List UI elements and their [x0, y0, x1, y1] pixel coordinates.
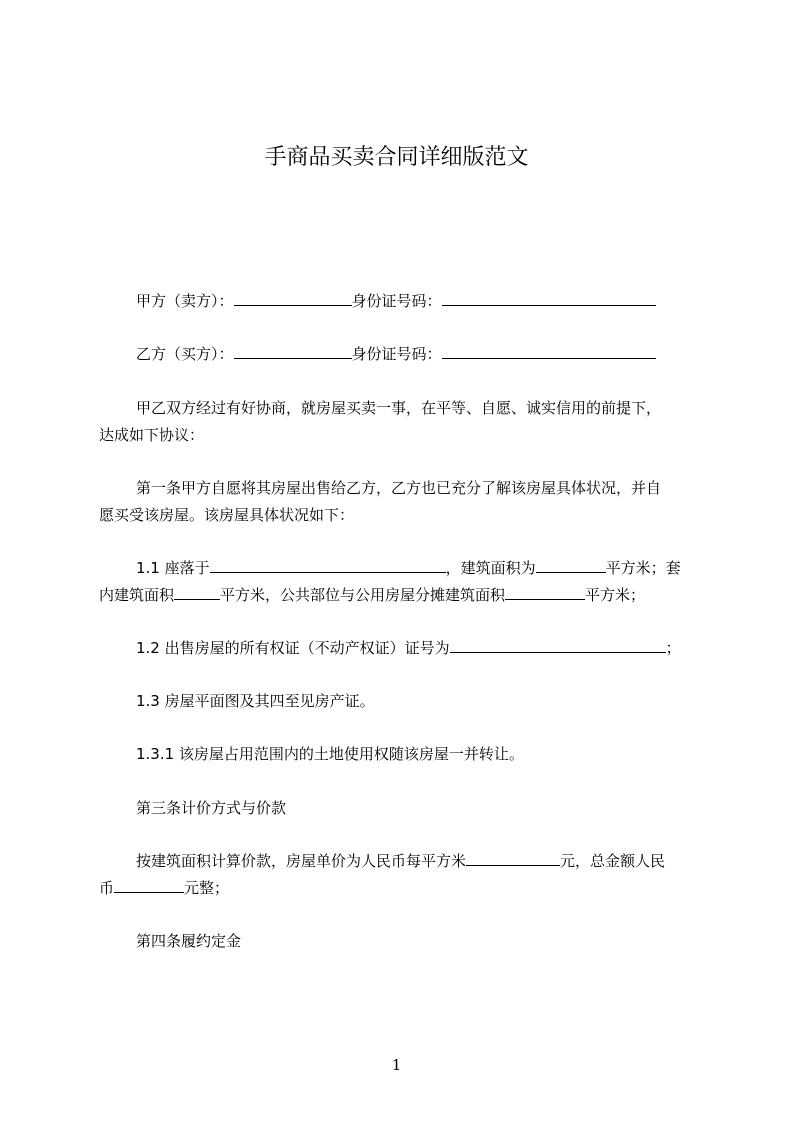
seller-label: 甲方（卖方）： — [136, 292, 234, 310]
item-1-1-line-1 — [99, 555, 754, 581]
floor-area-blank — [536, 559, 606, 573]
item-1-3-line: 1.3 房屋平面图及其四至见房产证。 — [136, 692, 375, 710]
article3-line-2 — [99, 875, 717, 901]
buyer-id-blank — [442, 345, 656, 359]
item-1-2-line — [99, 635, 754, 661]
shared-area-blank — [505, 586, 585, 600]
item-1-1-prefix: 1.1 座落于 — [136, 559, 210, 577]
seller-line — [99, 288, 754, 314]
document-title: 手商品买卖合同详细版范文 — [264, 145, 529, 170]
seller-id-blank — [442, 292, 656, 306]
article4-heading: 第四条履约定金 — [136, 932, 242, 950]
unit-price-blank — [466, 852, 560, 866]
article3-heading: 第三条计价方式与价款 — [136, 799, 287, 817]
item-1-2-prefix: 1.2 出售房屋的所有权证（不动产权证）证号为 — [136, 639, 450, 657]
article3-line1-suffix: 元，总金额人民 — [560, 852, 666, 870]
seller-id-label: 身份证号码： — [351, 292, 442, 310]
article3-line2-suffix: 元整； — [184, 879, 230, 897]
intro-line-2: 达成如下协议： — [99, 426, 205, 444]
inner-area-blank — [174, 586, 220, 600]
article1-line-2: 愿买受该房屋。该房屋具体状况如下： — [99, 506, 355, 524]
item-1-2-suffix: ； — [665, 639, 681, 657]
article3-line2-prefix: 币 — [99, 879, 115, 897]
page-number: 1 — [391, 1056, 402, 1074]
certificate-number-blank — [450, 639, 666, 653]
intro-line-1: 甲乙双方经过有好协商，就房屋买卖一事，在平等、自愿、诚实信用的前提下， — [136, 399, 662, 417]
item-1-1-line-2 — [99, 582, 717, 608]
buyer-label: 乙方（买方）： — [136, 345, 234, 363]
article1-line-1: 第一条甲方自愿将其房屋出售给乙方，乙方也已充分了解该房屋具体状况，并自 — [136, 479, 662, 497]
buyer-name-blank — [234, 345, 352, 359]
buyer-line — [99, 341, 754, 367]
total-amount-blank — [114, 879, 184, 893]
item-1-1-mid1: ，建筑面积为 — [445, 559, 536, 577]
item-1-1-unit1: 平方米；套 — [605, 559, 681, 577]
item-1-1-unit2: 平方米； — [585, 586, 646, 604]
item-1-1-mid2: 平方米，公共部位与公用房屋分摊建筑面积 — [220, 586, 506, 604]
article3-line1-prefix: 按建筑面积计算价款，房屋单价为人民币每平方米 — [136, 852, 467, 870]
item-1-3-1-line: 1.3.1 该房屋占用范围内的土地使用权随该房屋一并转让。 — [136, 745, 524, 763]
seller-name-blank — [234, 292, 352, 306]
buyer-id-label: 身份证号码： — [351, 345, 442, 363]
location-blank — [210, 559, 446, 573]
item-1-1-line2-prefix: 内建筑面积 — [99, 586, 175, 604]
article3-line-1 — [99, 848, 754, 874]
